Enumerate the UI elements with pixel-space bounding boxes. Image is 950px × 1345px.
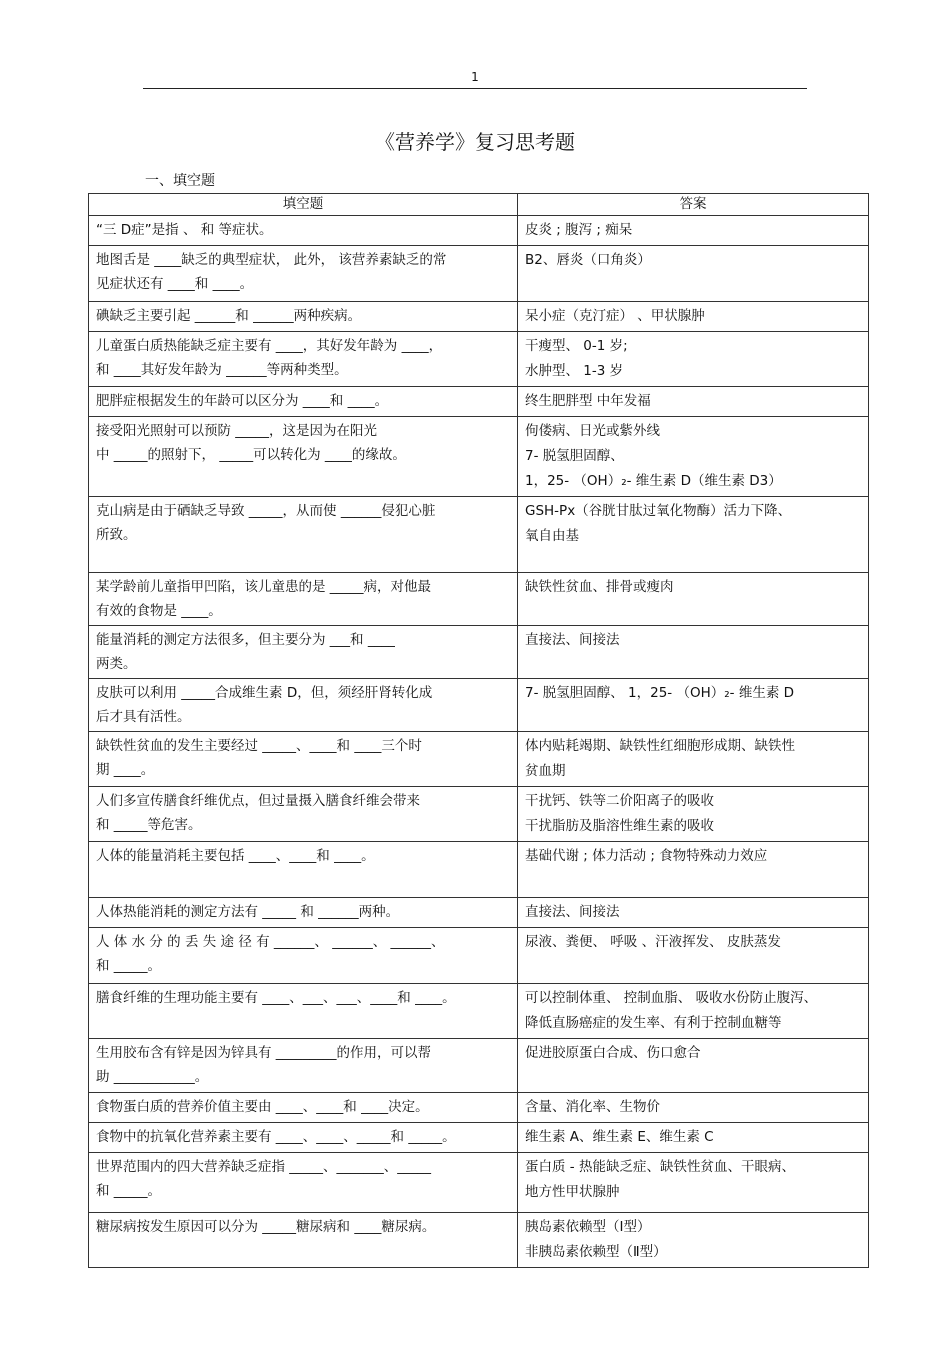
question-cell <box>89 787 518 842</box>
answer-text: 皮炎 ; 腹泻 ; 痴呆 <box>525 222 633 238</box>
question-text: 人们多宣传膳食纤维优点，但过量摄入膳食纤维会带来 <box>96 793 420 809</box>
answer-cell <box>518 984 869 1039</box>
question-text: 两类。 <box>96 656 137 672</box>
table-row <box>89 679 869 732</box>
table-row <box>89 1123 869 1153</box>
answer-text: 体内贴耗竭期、缺铁性红细胞形成期、缺铁性 <box>525 738 795 754</box>
table-row <box>89 332 869 387</box>
answer-text: 呆小症（克汀症） 、甲状腺肿 <box>525 308 705 324</box>
question-cell <box>89 302 518 332</box>
table-row <box>89 1153 869 1213</box>
answer-text: 蛋白质 - 热能缺乏症、缺铁性贫血、干眼病、 <box>525 1159 795 1175</box>
table-row <box>89 302 869 332</box>
table-row <box>89 387 869 417</box>
table-row <box>89 626 869 679</box>
question-cell <box>89 842 518 898</box>
table-row <box>89 928 869 984</box>
answer-text: 直接法、间接法 <box>525 904 620 920</box>
answer-cell <box>518 928 869 984</box>
question-text: 碘缺乏主要引起 ______和 ______两种疾病。 <box>96 308 362 324</box>
question-text: 皮肤可以利用 _____合成维生素 D，但，须经肝肾转化成 <box>96 685 433 701</box>
answer-text: 维生素 A、维生素 E、维生素 C <box>525 1129 714 1145</box>
document-title: 《营养学》复习思考题 <box>375 130 575 154</box>
table-row <box>89 573 869 626</box>
answer-text: 7- 脱氢胆固醇、 <box>525 448 624 464</box>
question-cell <box>89 387 518 417</box>
answer-cell <box>518 1153 869 1213</box>
answer-text: 水肿型、 1-3 岁 <box>525 363 624 379</box>
answer-text: 降低直肠癌症的发生率、有利于控制血糖等 <box>525 1015 782 1031</box>
answer-text: GSH-Px（谷胱甘肽过氧化物酶）活力下降、 <box>525 503 792 519</box>
answer-cell <box>518 332 869 387</box>
answer-text: 干瘦型、 0-1 岁; <box>525 338 628 354</box>
answer-text: 尿液、粪便、 呼吸 、汗液挥发、 皮肤蒸发 <box>525 934 781 950</box>
question-cell <box>89 246 518 302</box>
question-text: 人 体 水 分 的 丢 失 途 径 有 ______、 ______、 ______、 <box>96 934 445 950</box>
table-row <box>89 1039 869 1093</box>
question-text: 接受阳光照射可以预防 _____，这是因为在阳光 <box>96 423 378 439</box>
question-cell <box>89 1153 518 1213</box>
question-cell <box>89 1213 518 1268</box>
question-text: 和 _____。 <box>96 1183 162 1199</box>
question-text: 食物蛋白质的营养价值主要由 ____、____和 ____决定。 <box>96 1099 429 1115</box>
question-cell <box>89 732 518 787</box>
answer-cell <box>518 732 869 787</box>
answer-cell <box>518 1213 869 1268</box>
question-column-header: 填空题 <box>89 194 518 216</box>
question-text: 所致。 <box>96 527 137 543</box>
question-text: 世界范围内的四大营养缺乏症指 _____、_______、_____ <box>96 1159 432 1175</box>
question-cell <box>89 332 518 387</box>
question-text: 肥胖症根据发生的年龄可以区分为 ____和 ____。 <box>96 393 389 409</box>
table-row <box>89 984 869 1039</box>
question-text: 食物中的抗氧化营养素主要有 ____、____、_____和 _____。 <box>96 1129 456 1145</box>
table-row <box>89 842 869 898</box>
question-text: 后才具有活性。 <box>96 709 191 725</box>
question-cell <box>89 1093 518 1123</box>
answer-text: 直接法、间接法 <box>525 632 620 648</box>
answer-cell <box>518 573 869 626</box>
question-cell <box>89 497 518 573</box>
question-text: 某学龄前儿童指甲凹陷，该儿童患的是 _____病，对他最 <box>96 579 432 595</box>
question-cell <box>89 417 518 497</box>
answer-cell <box>518 246 869 302</box>
question-cell <box>89 626 518 679</box>
fill-in-blank-table <box>88 193 869 1268</box>
question-text: 克山病是由于硒缺乏导致 _____，从而使 ______侵犯心脏 <box>96 503 436 519</box>
question-text: 人体的能量消耗主要包括 ____、____和 ____。 <box>96 848 375 864</box>
question-text: 生用胶布含有锌是因为锌具有 _________的作用，可以帮 <box>96 1045 432 1061</box>
question-cell <box>89 216 518 246</box>
answer-cell <box>518 626 869 679</box>
question-text: “三 D症”是指 、 和 等症状。 <box>96 222 273 238</box>
table-row <box>89 732 869 787</box>
question-text: 地图舌是 ____缺乏的典型症状， 此外， 该营养素缺乏的常 <box>96 252 447 268</box>
answer-cell <box>518 497 869 573</box>
answer-cell <box>518 216 869 246</box>
answer-text: 基础代谢 ; 体力活动 ; 食物特殊动力效应 <box>525 848 768 864</box>
table-row <box>89 1213 869 1268</box>
question-text: 膳食纤维的生理功能主要有 ____、___、___、____和 ____。 <box>96 990 456 1006</box>
question-text: 期 ____。 <box>96 762 155 778</box>
table-row <box>89 216 869 246</box>
answer-cell <box>518 1039 869 1093</box>
answer-text: 可以控制体重、 控制血脂、 吸收水份防止腹泻、 <box>525 990 818 1006</box>
question-cell <box>89 1039 518 1093</box>
question-cell <box>89 1123 518 1153</box>
question-text: 和 ____其好发年龄为 ______等两种类型。 <box>96 362 348 378</box>
answer-text: 贫血期 <box>525 763 566 779</box>
page-number: 1 <box>471 70 479 84</box>
question-text: 助 ____________。 <box>96 1069 209 1085</box>
answer-text: 非胰岛素依赖型（Ⅱ型） <box>525 1244 667 1260</box>
header-rule <box>143 88 807 89</box>
question-cell <box>89 984 518 1039</box>
question-cell <box>89 898 518 928</box>
answer-text: 缺铁性贫血、排骨或瘦肉 <box>525 579 674 595</box>
answer-text: 干扰脂肪及脂溶性维生素的吸收 <box>525 818 714 834</box>
table-row <box>89 1093 869 1123</box>
answer-cell <box>518 1123 869 1153</box>
table-row <box>89 497 869 573</box>
answer-cell <box>518 842 869 898</box>
table-row <box>89 898 869 928</box>
answer-column-header: 答案 <box>518 194 869 216</box>
answer-text: 氧自由基 <box>525 528 579 544</box>
question-cell <box>89 679 518 732</box>
answer-cell <box>518 387 869 417</box>
question-text: 和 _____。 <box>96 958 162 974</box>
answer-text: B2、唇炎（口角炎） <box>525 252 651 268</box>
answer-cell <box>518 787 869 842</box>
table-row <box>89 246 869 302</box>
answer-text: 干扰钙、铁等二价阳离子的吸收 <box>525 793 714 809</box>
answer-text: 地方性甲状腺肿 <box>525 1184 620 1200</box>
question-cell <box>89 573 518 626</box>
answer-cell <box>518 417 869 497</box>
section-heading: 一、填空题 <box>145 173 215 189</box>
question-text: 人体热能消耗的测定方法有 _____ 和 ______两种。 <box>96 904 400 920</box>
table-row <box>89 417 869 497</box>
answer-text: 含量、消化率、生物价 <box>525 1099 660 1115</box>
answer-text: 7- 脱氢胆固醇、 1，25- （OH）₂- 维生素 D <box>525 685 795 701</box>
answer-cell <box>518 302 869 332</box>
question-text: 和 _____等危害。 <box>96 817 202 833</box>
answer-cell <box>518 1093 869 1123</box>
table-body <box>89 216 869 1268</box>
answer-text: 胰岛素依赖型（Ⅰ型） <box>525 1219 651 1235</box>
question-text: 见症状还有 ____和 ____。 <box>96 276 254 292</box>
question-cell <box>89 928 518 984</box>
answer-text: 终生肥胖型 中年发福 <box>525 393 651 409</box>
answer-text: 1，25- （OH）₂- 维生素 D（维生素 D3） <box>525 473 782 489</box>
answer-cell <box>518 679 869 732</box>
table-row <box>89 787 869 842</box>
answer-text: 佝偻病、日光或紫外线 <box>525 423 660 439</box>
question-text: 能量消耗的测定方法很多，但主要分为 ___和 ____ <box>96 632 395 648</box>
question-text: 糖尿病按发生原因可以分为 _____糖尿病和 ____糖尿病。 <box>96 1219 436 1235</box>
table-header-row <box>89 194 869 216</box>
question-text: 中 _____的照射下， _____可以转化为 ____的缘故。 <box>96 447 406 463</box>
answer-cell <box>518 898 869 928</box>
question-text: 儿童蛋白质热能缺乏症主要有 ____，其好发年龄为 ____， <box>96 338 443 354</box>
question-text: 缺铁性贫血的发生主要经过 _____、____和 ____三个时 <box>96 738 422 754</box>
question-text: 有效的食物是 ____。 <box>96 603 222 619</box>
answer-text: 促进胶原蛋白合成、伤口愈合 <box>525 1045 701 1061</box>
